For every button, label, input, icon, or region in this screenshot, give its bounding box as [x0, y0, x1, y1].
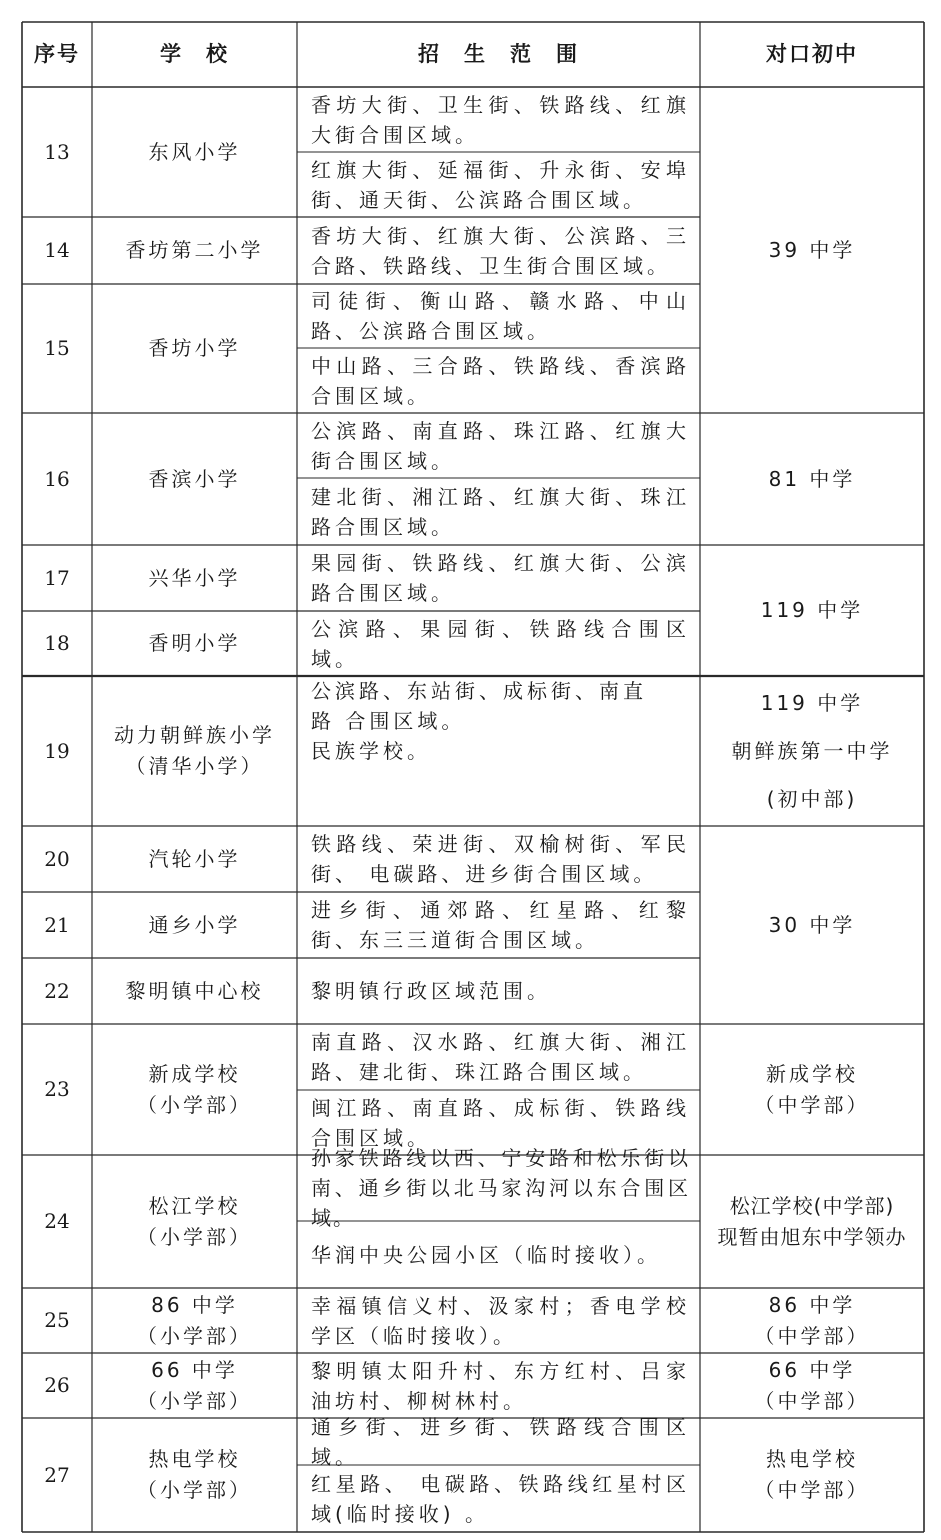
scope-text: 黎明镇行政区域范围。	[311, 979, 551, 1003]
row-number: 21	[44, 912, 70, 937]
text-line: 86 中学	[768, 1292, 856, 1317]
text-line: 松江学校	[148, 1193, 241, 1218]
row-number: 18	[44, 631, 70, 655]
scope-text: 司徒街、衡山路、赣水路、中山路、公滨路合围区域。	[311, 289, 690, 343]
scope-text: 进乡街、通郊路、红星路、红黎街、东三三道街合围区域。	[311, 898, 690, 952]
text-line: 热电学校	[148, 1447, 241, 1471]
school-name: 香坊小学	[148, 336, 241, 360]
scope-text: 建北街、湘江路、红旗大街、珠江路合围区域。	[311, 484, 690, 539]
school-name: 香滨小学	[148, 466, 241, 491]
scope-text: 红旗大街、延福街、升永街、安埠街、通天街、公滨路合围区域。	[311, 157, 690, 212]
middle-school	[700, 87, 924, 413]
scope-text: 中山路、三合路、铁路线、香滨路合围区域。	[311, 353, 690, 408]
row-number: 27	[44, 1462, 70, 1487]
text-line: （小学部）	[137, 1478, 252, 1502]
scope-text: 果园街、铁路线、红旗大街、公滨路合围区域。	[311, 551, 690, 605]
text-line: （清华小学）	[125, 754, 264, 778]
text-line: 公滨路、东站街、成标街、南直	[311, 679, 647, 703]
row-number: 19	[44, 738, 70, 763]
school-name	[92, 1024, 297, 1155]
school-name	[92, 1155, 297, 1288]
middle-school	[700, 545, 924, 676]
scope-text: 公滨路、果园街、铁路线合围区域。	[311, 616, 690, 671]
row-number: 15	[44, 336, 70, 360]
school-name	[92, 1353, 297, 1418]
scope-text: 通乡街、进乡街、铁路线合围区域。	[311, 1414, 690, 1469]
text-line: 现暂由旭东中学领办	[717, 1224, 907, 1249]
middle-school	[700, 1353, 924, 1418]
text-line: 66 中学	[151, 1357, 238, 1382]
school-name	[92, 1418, 297, 1532]
row-number: 13	[44, 139, 70, 164]
text-line: 30 中学	[768, 912, 856, 937]
scope-text: 黎明镇太阳升村、东方红村、吕家油坊村、柳树林村。	[311, 1358, 690, 1413]
school-name: 香坊第二小学	[125, 238, 264, 262]
school-name: 香明小学	[148, 631, 241, 655]
scope-text: 公滨路、南直路、珠江路、红旗大街合围区域。	[311, 418, 690, 473]
school-name: 通乡小学	[148, 912, 241, 937]
scope-text: 香坊大街、红旗大街、公滨路、三合路、铁路线、卫生街合围区域。	[311, 223, 690, 278]
text-line: （中学部）	[754, 1323, 870, 1348]
text-line: (初中部)	[766, 787, 858, 811]
text-line: （小学部）	[137, 1092, 252, 1117]
school-name: 东风小学	[148, 139, 241, 164]
header-scope: 招 生 范 围	[418, 42, 579, 67]
row-number: 16	[44, 466, 70, 491]
text-line: 民族学校。	[311, 739, 431, 763]
row-number: 23	[44, 1077, 70, 1101]
row-number: 14	[44, 238, 70, 262]
row-number: 25	[44, 1308, 70, 1332]
middle-school	[700, 676, 924, 826]
middle-school	[700, 413, 924, 545]
middle-school	[700, 1024, 924, 1155]
text-line: 热电学校	[766, 1447, 858, 1471]
text-line: 朝鲜族第一中学	[731, 739, 893, 763]
scope-text	[297, 676, 700, 826]
row-number: 26	[44, 1373, 70, 1397]
scope-text: 幸福镇信义村、汲家村；香电学校学区（临时接收）。	[311, 1293, 690, 1348]
school-name	[92, 1288, 297, 1353]
scope-text: 红星路、 电碳路、铁路线红星村区域(临时接收) 。	[311, 1471, 690, 1526]
text-line: （小学部）	[137, 1323, 252, 1348]
scope-text: 南直路、汉水路、红旗大街、湘江路、建北街、珠江路合围区域。	[311, 1030, 690, 1084]
scope-text: 香坊大街、卫生街、铁路线、红旗大街合围区域。	[311, 92, 690, 147]
middle-school	[700, 1155, 924, 1288]
scope-text: 孙家铁路线以西、宁安路和松乐街以南、通乡街以北马家沟河以东合围区域。	[311, 1146, 690, 1230]
school-name: 兴华小学	[148, 565, 241, 590]
scope-text: 华润中央公园小区（临时接收）。	[311, 1242, 661, 1267]
row-number: 22	[44, 978, 70, 1003]
text-line: 66 中学	[768, 1357, 856, 1382]
scope-text: 铁路线、荣进街、双榆树街、军民街、 电碳路、进乡街合围区域。	[311, 832, 690, 886]
middle-school	[700, 1418, 924, 1532]
row-number: 24	[44, 1209, 70, 1233]
row-number: 20	[44, 846, 70, 871]
scope-text: 闽江路、南直路、成标街、铁路线合围区域。	[311, 1095, 690, 1150]
header-school: 学 校	[160, 42, 229, 67]
text-line: 动力朝鲜族小学	[114, 723, 275, 747]
header-index: 序号	[34, 42, 80, 67]
school-name	[92, 676, 297, 826]
text-line: 新成学校	[766, 1061, 858, 1086]
header-middle-school: 对口初中	[766, 42, 858, 67]
text-line: 新成学校	[148, 1061, 241, 1086]
school-name: 黎明镇中心校	[125, 978, 264, 1003]
text-line: （小学部）	[137, 1224, 252, 1249]
text-line: 81 中学	[768, 466, 856, 491]
text-line: 松江学校(中学部)	[729, 1193, 895, 1218]
text-line: 路 合围区域。	[311, 709, 466, 733]
text-line: 119 中学	[760, 691, 864, 715]
text-line: 119 中学	[760, 598, 864, 622]
text-line: （中学部）	[754, 1092, 870, 1117]
text-line: 39 中学	[768, 237, 856, 262]
school-name: 汽轮小学	[148, 846, 241, 871]
row-number: 17	[44, 565, 70, 590]
text-line: （中学部）	[754, 1388, 870, 1413]
text-line: （中学部）	[754, 1478, 870, 1502]
text-line: （小学部）	[137, 1388, 252, 1413]
middle-school	[700, 826, 924, 1024]
text-line: 86 中学	[151, 1292, 238, 1317]
middle-school	[700, 1288, 924, 1353]
